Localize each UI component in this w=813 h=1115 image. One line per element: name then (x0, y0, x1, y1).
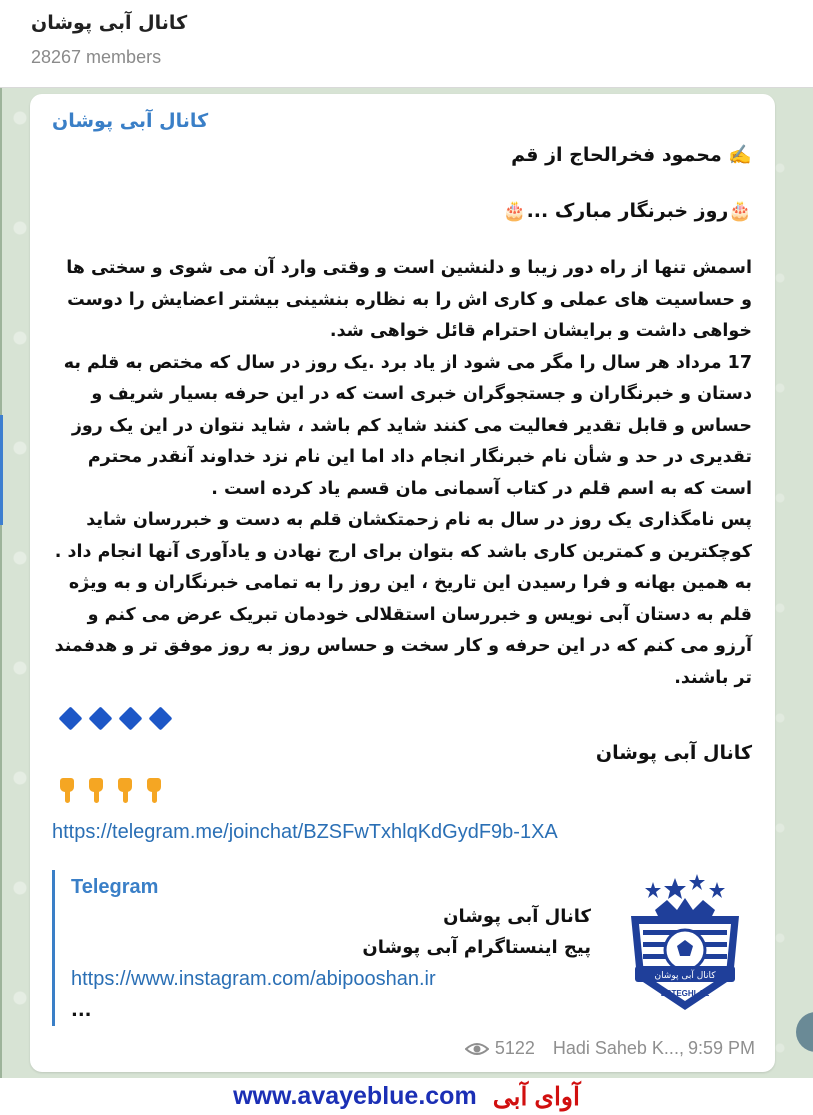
paragraph-1: اسمش تنها از راه دور زیبا و دلنشین است و وقتی وارد آن می شوی و سختی ها و حساسیت های عملی و کاری اش را به نظاره بنشینی بیشتر اعضایش را دوست خواهی داشت و برایشان احترام قائل خواهی شد. (60, 258, 752, 341)
invite-link[interactable]: https://telegram.me/joinchat/BZSFwTxhlqKdGydF9b-1XA (52, 821, 558, 843)
preview-site-name: Telegram (71, 876, 159, 898)
preview-description: پیج اینستاگرام آبی پوشان (362, 937, 591, 958)
left-accent-bar (0, 415, 3, 525)
view-count: 5122 (494, 1038, 535, 1058)
channel-signature: کانال آبی پوشان (595, 742, 752, 764)
paragraph-3: پس نامگذاری یک روز در سال به نام زحمتکشان قلم به دست و خبررسان شاید کوچکترین و کمترین کاری باشد که بتوان برای ارج نهادن و یادآوری آنها انجام داد . (54, 510, 752, 562)
chat-title[interactable]: کانال آبی پوشان (31, 12, 188, 34)
footer-banner (0, 1078, 813, 1115)
message-sender[interactable]: کانال آبی پوشان (52, 110, 209, 132)
blue-diamond-icon (88, 706, 112, 730)
hand-row (52, 778, 752, 814)
message-bubble (30, 94, 775, 1072)
member-count: 28267 members (31, 47, 162, 67)
logo-banner-text: کانال آبی پوشان (654, 971, 716, 981)
blue-diamond-icon (118, 706, 142, 730)
preview-url[interactable]: https://www.instagram.com/abipooshan.ir (71, 968, 436, 990)
preview-title: کانال آبی پوشان (443, 906, 591, 927)
pointing-down-icon (87, 778, 105, 804)
footer-website[interactable]: www.avayeblue.com (233, 1082, 477, 1110)
pointing-down-icon (116, 778, 134, 804)
message-text (48, 138, 752, 814)
pointing-down-icon (58, 778, 76, 804)
paragraph-2: 17 مرداد هر سال را مگر می شود از یاد برد .یک روز در سال که مختص به قلم به دستان و خبرنگاران و جستجوگران خبری است که در این حرفه بسیار شریف و حساس و قابل تقدیر فعالیت می کنند شاید کم باشد ، شاید نتوان در این یک روز تقدیری در حد و شأن نام خبرنگار انجام داد اما این نام نزد خداوند آنقدر محترم است که به اسم قلم در کتاب آسمانی مان قسم یاد کرده است . (57, 352, 752, 499)
pointing-down-icon (145, 778, 163, 804)
greeting-line: 🎂روز خبرنگار مبارک ...🎂 (502, 199, 752, 222)
diamond-row (52, 698, 752, 738)
blue-diamond-icon (148, 706, 172, 730)
esteghlal-logo-icon[interactable] (615, 870, 755, 1020)
views-eye-icon (465, 1041, 489, 1057)
chat-header[interactable] (0, 0, 813, 88)
footer-brand: آوای آبی (492, 1082, 580, 1111)
message-meta (465, 1038, 755, 1059)
preview-more: ... (71, 1000, 92, 1021)
post-time: 9:59 PM (687, 1038, 755, 1058)
left-border (0, 88, 2, 1078)
logo-subtext: ESTEGHLAL (660, 989, 710, 998)
post-author: Hadi Saheb K..., (552, 1038, 684, 1058)
blue-diamond-icon (58, 706, 82, 730)
link-preview[interactable] (52, 870, 752, 1026)
author-line: ✍️ محمود فخرالحاج از قم (511, 144, 752, 166)
paragraph-4: به همین بهانه و فرا رسیدن این تاریخ ، این روز را به تمامی خبرنگاران و به ویژه قلم به دستان آبی نویس و خبررسان استقلالی خودمان تبریک عرض می کنم و آرزو می کنم که در این حرفه و کار سخت و حساس روز به روز موفق تر و هدفمند تر باشند. (48, 573, 752, 688)
